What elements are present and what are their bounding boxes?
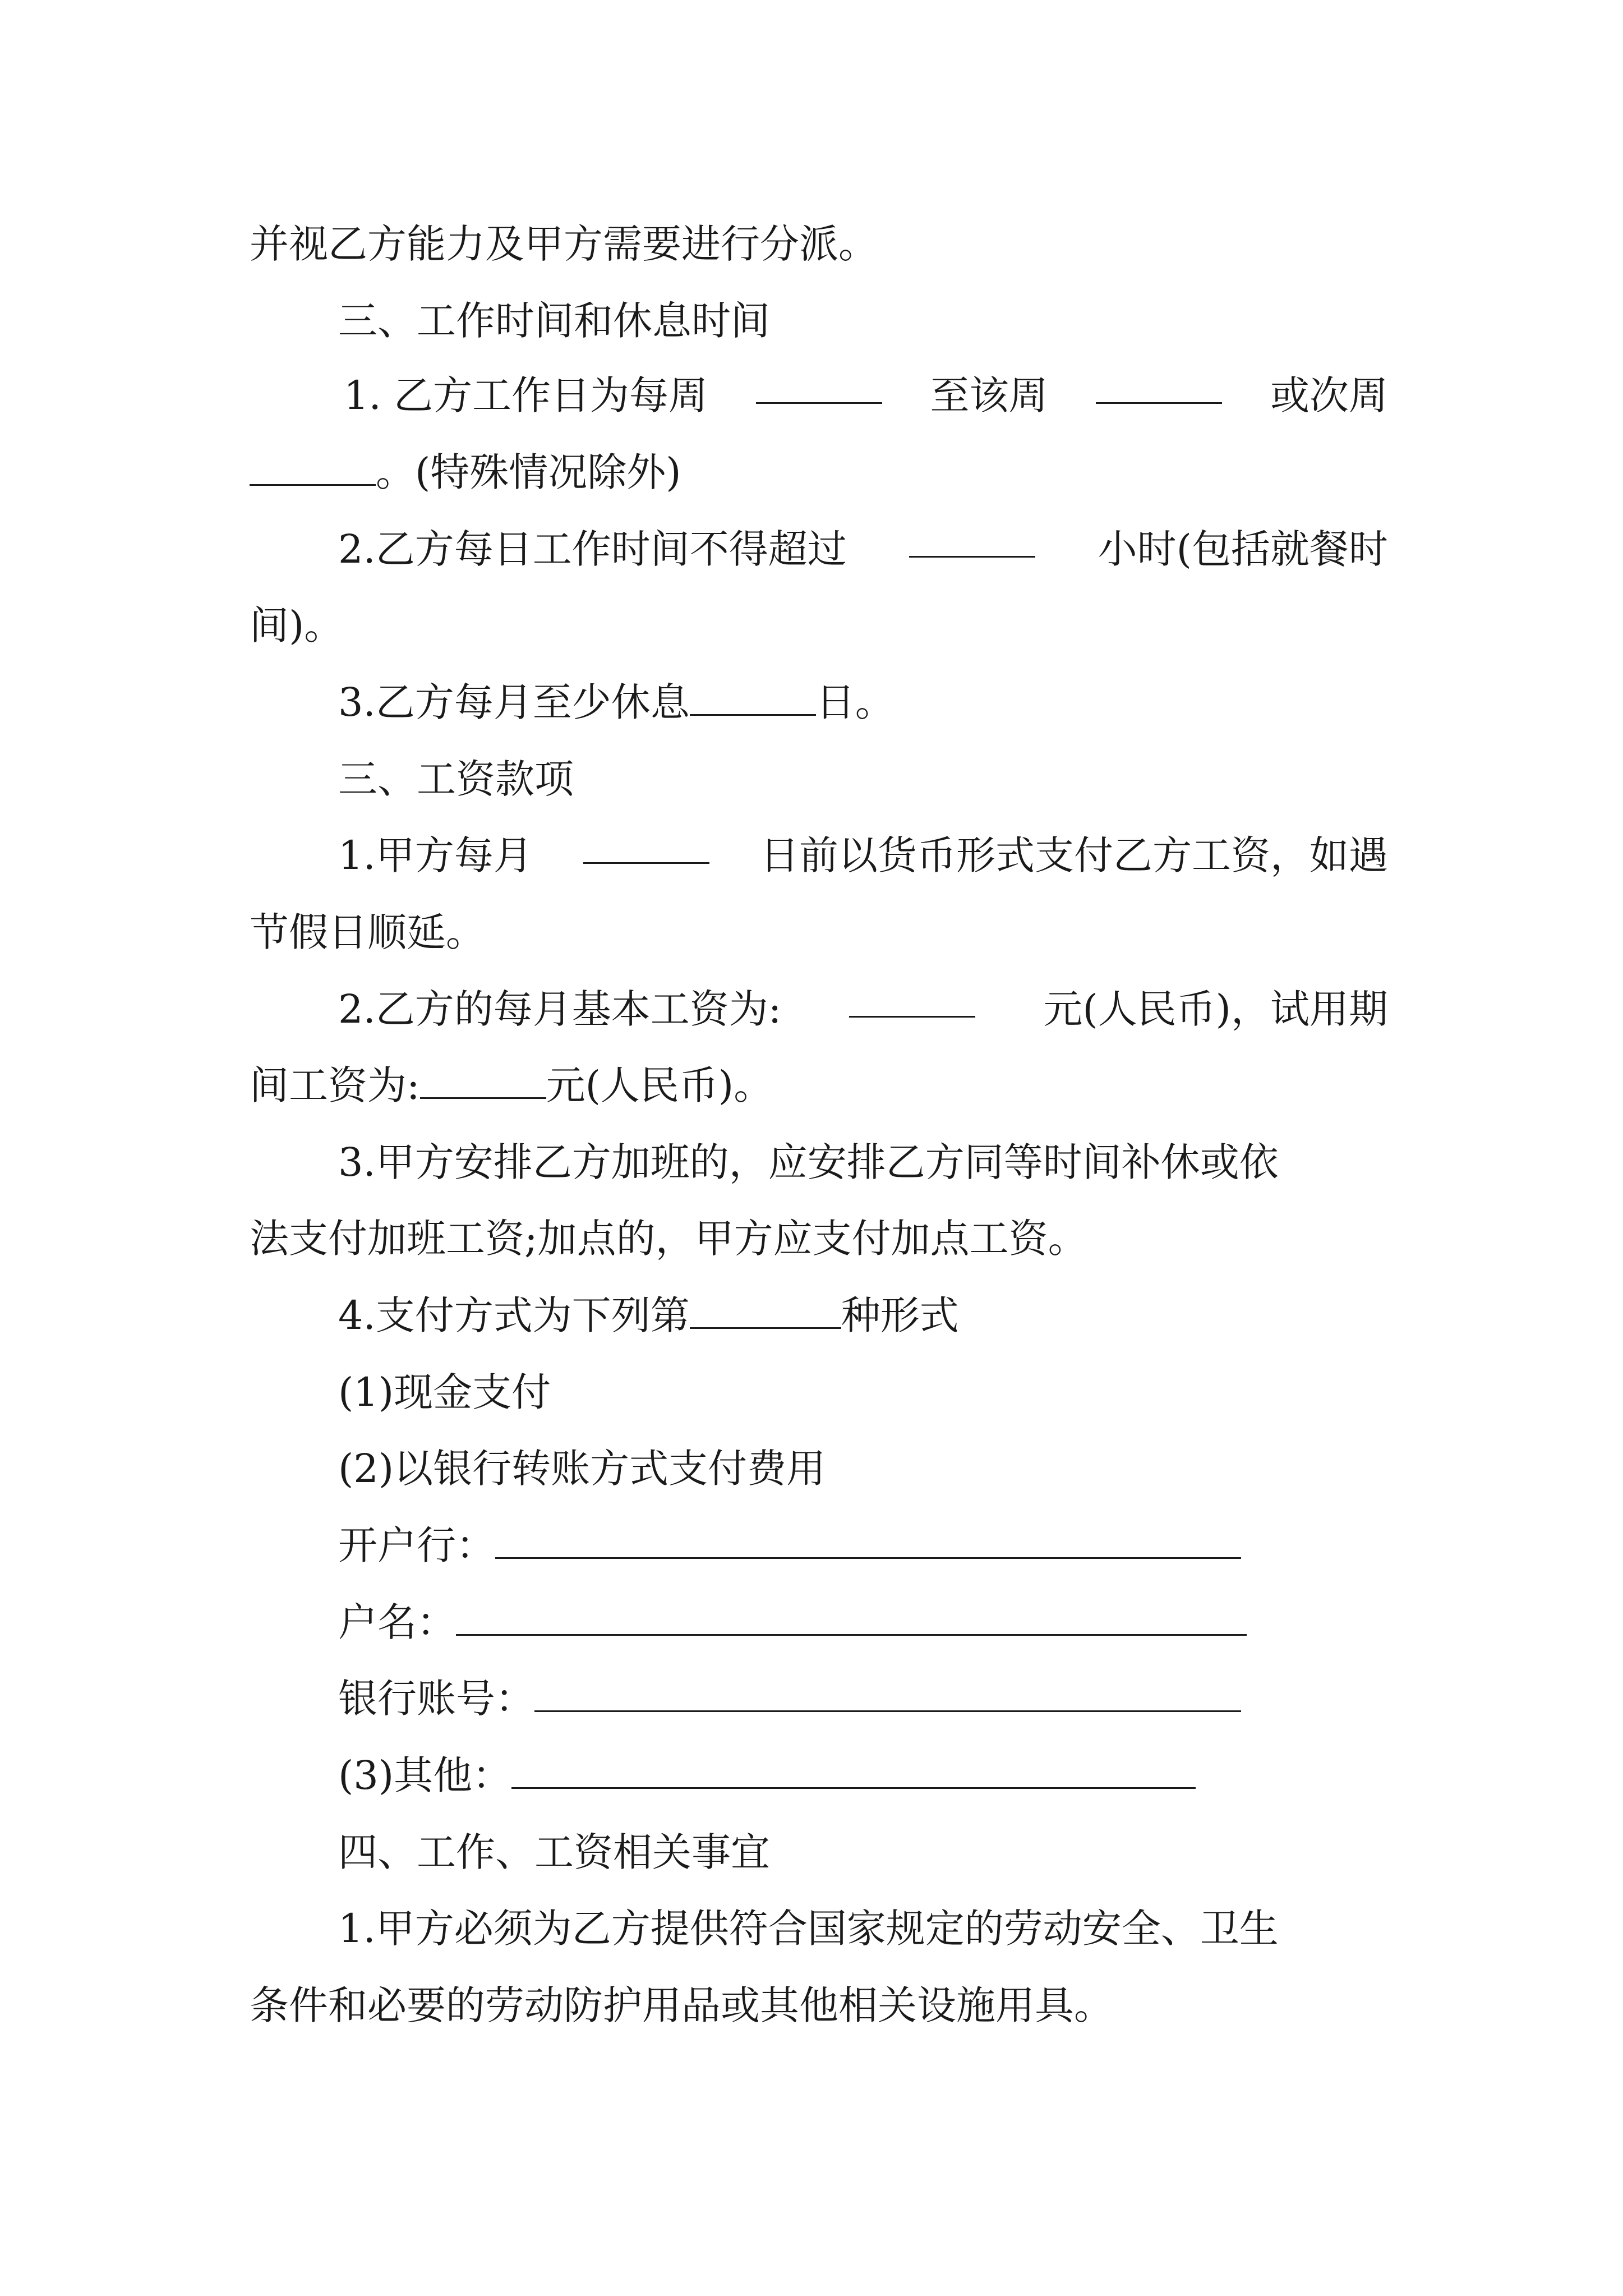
paragraph-line — [250, 444, 1623, 500]
paragraph-line — [250, 597, 1623, 654]
form-field-line — [338, 1747, 1623, 1803]
heading-text: 三、工作时间和休息时间 — [338, 298, 770, 344]
fill-in-blank[interactable] — [1096, 367, 1222, 404]
text: 并视乙方能力及甲方需要进行分派。 — [250, 221, 878, 267]
paragraph-line — [250, 216, 1623, 272]
fill-in-blank[interactable] — [756, 367, 882, 404]
text: 小时(包括就餐时 — [1098, 526, 1388, 572]
text: 3.甲方安排乙方加班的，应安排乙方同等时间补休或依 — [338, 1139, 1279, 1185]
fill-in-blank[interactable] — [909, 521, 1035, 558]
paragraph-line — [344, 367, 1388, 424]
text: 4.支付方式为下列第 — [338, 1292, 690, 1338]
text: 种形式 — [841, 1292, 959, 1338]
field-label: 开户行： — [338, 1522, 495, 1568]
text: 2.乙方的每月基本工资为: — [338, 986, 782, 1032]
fill-in-blank[interactable] — [583, 827, 709, 864]
text: 元(人民币)，试用期 — [1043, 986, 1388, 1032]
paragraph-line — [338, 981, 1388, 1037]
paragraph-line — [250, 904, 1623, 960]
paragraph-line — [338, 521, 1388, 577]
account-number-field[interactable] — [534, 1676, 1241, 1712]
field-label: (3)其他： — [338, 1752, 512, 1798]
fill-in-blank[interactable] — [690, 679, 816, 716]
text: 间)。 — [250, 602, 344, 648]
fill-in-blank[interactable] — [420, 1062, 546, 1099]
text: 1.甲方每月 — [338, 832, 533, 878]
paragraph-line — [338, 1287, 1623, 1343]
text: 至该周 — [930, 372, 1048, 418]
fill-in-blank[interactable] — [849, 981, 975, 1018]
heading-text: 四、工作、工资相关事宜 — [338, 1829, 770, 1875]
text: (1)现金支付 — [338, 1369, 551, 1415]
paragraph-line — [338, 1134, 1623, 1190]
paragraph-line — [338, 1901, 1623, 1957]
text: 日。 — [815, 679, 895, 725]
text: 3.乙方每月至少休息 — [338, 679, 690, 725]
fill-in-blank[interactable] — [690, 1292, 841, 1329]
text: 2.乙方每日工作时间不得超过 — [338, 526, 847, 572]
section-heading — [338, 1824, 1623, 1880]
text: 条件和必要的劳动防护用品或其他相关设施用具。 — [250, 1982, 1113, 2028]
section-heading — [338, 293, 1623, 349]
paragraph-line — [338, 1364, 1623, 1420]
fill-in-blank[interactable] — [250, 449, 376, 486]
text: (2)以银行转账方式支付费用 — [338, 1446, 826, 1492]
section-heading — [338, 751, 1623, 807]
text: 元(人民币)。 — [546, 1062, 773, 1108]
text: 日前以货币形式支付乙方工资，如遇 — [759, 832, 1388, 878]
paragraph-line — [250, 1977, 1623, 2033]
text: 法支付加班工资;加点的，甲方应支付加点工资。 — [250, 1216, 1087, 1262]
text: 1.甲方必须为乙方提供符合国家规定的劳动安全、卫生 — [338, 1906, 1279, 1952]
text: 间工资为: — [250, 1062, 420, 1108]
account-name-field[interactable] — [456, 1599, 1247, 1636]
field-label: 银行账号： — [338, 1676, 534, 1722]
text: 或次周 — [1270, 372, 1388, 418]
heading-text: 三、工资款项 — [338, 756, 574, 802]
form-field-line — [338, 1517, 1623, 1573]
paragraph-line — [338, 674, 1623, 730]
paragraph-line — [338, 1441, 1623, 1497]
paragraph-line — [250, 1211, 1623, 1267]
text: 节假日顺延。 — [250, 909, 485, 955]
bank-name-field[interactable] — [495, 1522, 1241, 1559]
field-label: 户名： — [338, 1599, 456, 1645]
text: 。(特殊情况除外) — [376, 449, 681, 495]
other-method-field[interactable] — [511, 1752, 1196, 1789]
form-field-line — [338, 1671, 1623, 1727]
paragraph-line — [338, 827, 1388, 884]
text: 1. 乙方工作日为每周 — [344, 372, 708, 418]
form-field-line — [338, 1594, 1623, 1650]
paragraph-line — [250, 1057, 1623, 1114]
